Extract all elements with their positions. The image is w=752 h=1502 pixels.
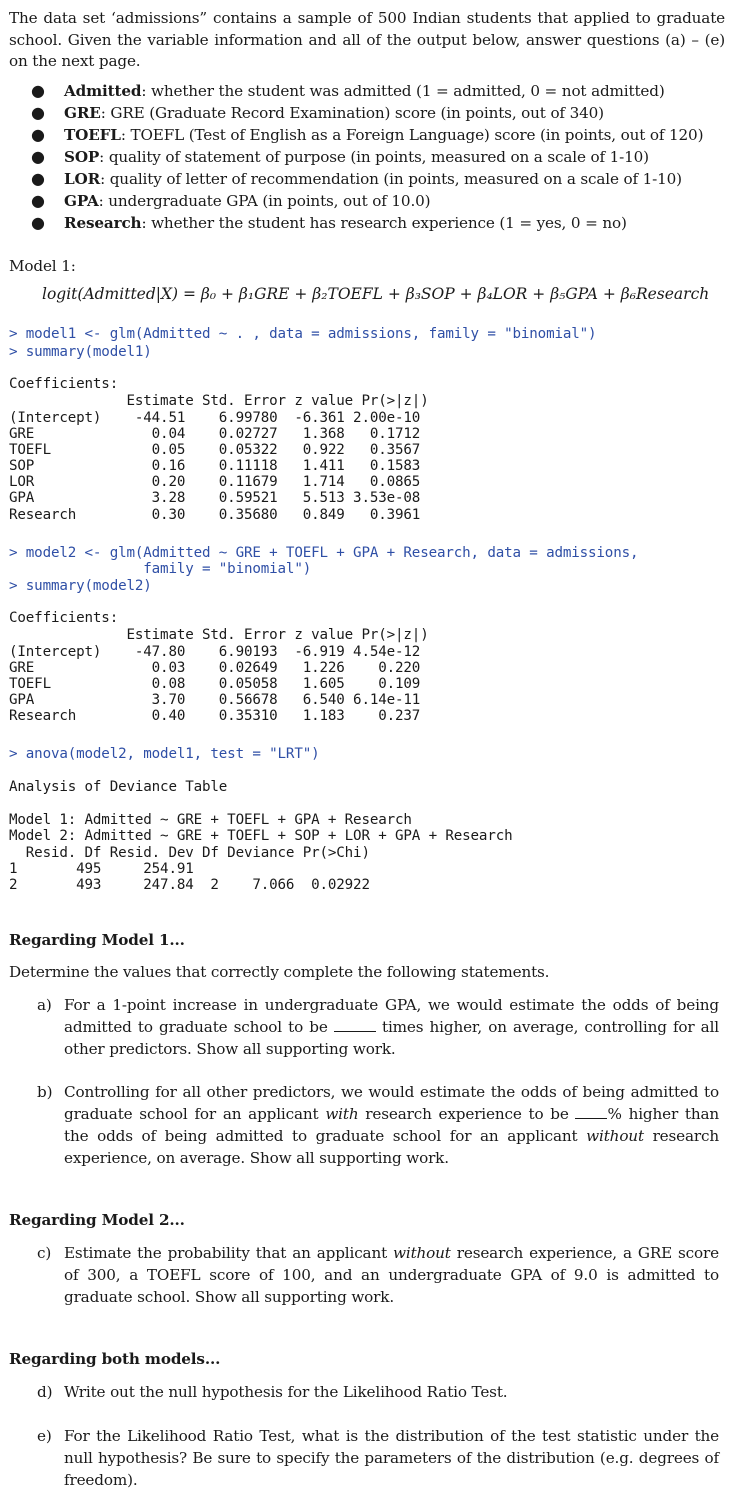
- question-e: [37, 1425, 719, 1491]
- section-heading-both: Regarding both models...: [9, 1350, 221, 1368]
- question-text: Estimate the probability that an applicant without research experience, a GRE score of 300, a TOEFL score of 100, and an undergraduate GPA of 9.0 is admitted to graduate school. Show all supporting work.: [64, 1244, 719, 1306]
- question-text: Write out the null hypothesis for the Likelihood Ratio Test.: [64, 1383, 508, 1401]
- model1-formula: logit(Admitted|X) = β₀ + β₁GRE + β₂TOEFL + β₃SOP + β₄LOR + β₅GPA + β₆Research: [42, 285, 710, 303]
- question-text: For the Likelihood Ratio Test, what is the distribution of the test statistic under the null hypothesis? Be sure to specify the parameters of the distribution (e.g. degrees of freedom).: [64, 1427, 719, 1489]
- answer-blank[interactable]: [334, 1017, 376, 1032]
- code-line: > model1 <- glm(Admitted ~ . , data = admissions, family = "binomial"): [9, 326, 597, 342]
- question-letter: b): [37, 1083, 53, 1101]
- table-row: Research 0.30 0.35680 0.849 0.3961: [9, 507, 421, 523]
- table-row: TOEFL 0.05 0.05322 0.922 0.3567: [9, 442, 421, 458]
- bullet-icon: ●: [31, 169, 45, 188]
- answer-blank[interactable]: [575, 1104, 607, 1119]
- code-line: > summary(model1): [9, 344, 152, 360]
- question-letter: c): [37, 1244, 52, 1262]
- table-header: Estimate Std. Error z value Pr(>|z|): [9, 393, 429, 409]
- section-instruction: Determine the values that correctly complete the following statements.: [9, 963, 550, 981]
- question-d: [37, 1381, 719, 1403]
- intro-paragraph: The data set ‘admissions” contains a sample of 500 Indian students that applied to graduate school. Given the variable information and all of the output below, answer questions (a) – (e) on the next page.: [9, 9, 725, 70]
- code-line: > summary(model2): [9, 578, 152, 594]
- question-a: [37, 994, 719, 1060]
- coefficients-title: Coefficients:: [9, 610, 119, 626]
- table-row: SOP 0.16 0.11118 1.411 0.1583: [9, 458, 421, 474]
- code-line: > model2 <- glm(Admitted ~ GRE + TOEFL + GPA + Research, data = admissions,: [9, 545, 639, 561]
- table-row: (Intercept) -44.51 6.99780 -6.361 2.00e-10: [9, 410, 421, 426]
- anova-model1: Model 1: Admitted ~ GRE + TOEFL + GPA + Research: [9, 812, 412, 828]
- list-item: ● LOR: quality of letter of recommendation (in points, measured on a scale of 1-10): [31, 169, 682, 188]
- question-b: [37, 1081, 719, 1169]
- table-row: TOEFL 0.08 0.05058 1.605 0.109: [9, 676, 421, 692]
- anova-model2: Model 2: Admitted ~ GRE + TOEFL + SOP + LOR + GPA + Research: [9, 828, 513, 844]
- list-item: ● Research: whether the student has research experience (1 = yes, 0 = no): [31, 213, 627, 232]
- table-row: 2 493 247.84 2 7.066 0.02922: [9, 877, 370, 893]
- variable-list: [26, 80, 736, 234]
- table-row: LOR 0.20 0.11679 1.714 0.0865: [9, 474, 421, 490]
- bullet-icon: ●: [31, 103, 45, 122]
- bullet-icon: ●: [31, 125, 45, 144]
- list-item: ● GPA: undergraduate GPA (in points, out of 10.0): [31, 191, 431, 210]
- table-row: GRE 0.04 0.02727 1.368 0.1712: [9, 426, 421, 442]
- question-text: For a 1-point increase in undergraduate GPA, we would estimate the odds of being admitted to graduate school to be times higher, on average, controlling for all other predictors. Show all supporting work.: [64, 996, 719, 1058]
- table-row: (Intercept) -47.80 6.90193 -6.919 4.54e-12: [9, 644, 421, 660]
- table-row: GPA 3.28 0.59521 5.513 3.53e-08: [9, 490, 421, 506]
- section-heading-model1: Regarding Model 1...: [9, 931, 185, 949]
- list-item: ● TOEFL: TOEFL (Test of English as a Foreign Language) score (in points, out of 120): [31, 125, 704, 144]
- question-c: [37, 1242, 719, 1308]
- code-line: > anova(model2, model1, test = "LRT"): [9, 746, 320, 762]
- bullet-icon: ●: [31, 213, 45, 232]
- model1-label: Model 1:: [9, 257, 76, 275]
- bullet-icon: ●: [31, 191, 45, 210]
- list-item: ● SOP: quality of statement of purpose (in points, measured on a scale of 1-10): [31, 147, 649, 166]
- code-line: family = "binomial"): [9, 561, 312, 577]
- question-letter: e): [37, 1427, 52, 1445]
- question-letter: a): [37, 996, 52, 1014]
- list-item: ● Admitted: whether the student was admitted (1 = admitted, 0 = not admitted): [31, 81, 665, 100]
- bullet-icon: ●: [31, 81, 45, 100]
- bullet-icon: ●: [31, 147, 45, 166]
- table-row: GPA 3.70 0.56678 6.540 6.14e-11: [9, 692, 421, 708]
- coefficients-title: Coefficients:: [9, 376, 119, 392]
- table-row: GRE 0.03 0.02649 1.226 0.220: [9, 660, 421, 676]
- table-header: Estimate Std. Error z value Pr(>|z|): [9, 627, 429, 643]
- question-letter: d): [37, 1383, 53, 1401]
- section-heading-model2: Regarding Model 2...: [9, 1211, 185, 1229]
- table-header: Resid. Df Resid. Dev Df Deviance Pr(>Chi): [9, 845, 370, 861]
- list-item: ● GRE: GRE (Graduate Record Examination) score (in points, out of 340): [31, 103, 604, 122]
- table-row: 1 495 254.91: [9, 861, 194, 877]
- table-row: Research 0.40 0.35310 1.183 0.237: [9, 708, 421, 724]
- question-text: Controlling for all other predictors, we would estimate the odds of being admitted to graduate school for an applicant with research experience to be % higher than the odds of being admitted to graduate school for an applicant without research experience, on average. Show all supporting work.: [64, 1083, 720, 1167]
- anova-title: Analysis of Deviance Table: [9, 779, 228, 795]
